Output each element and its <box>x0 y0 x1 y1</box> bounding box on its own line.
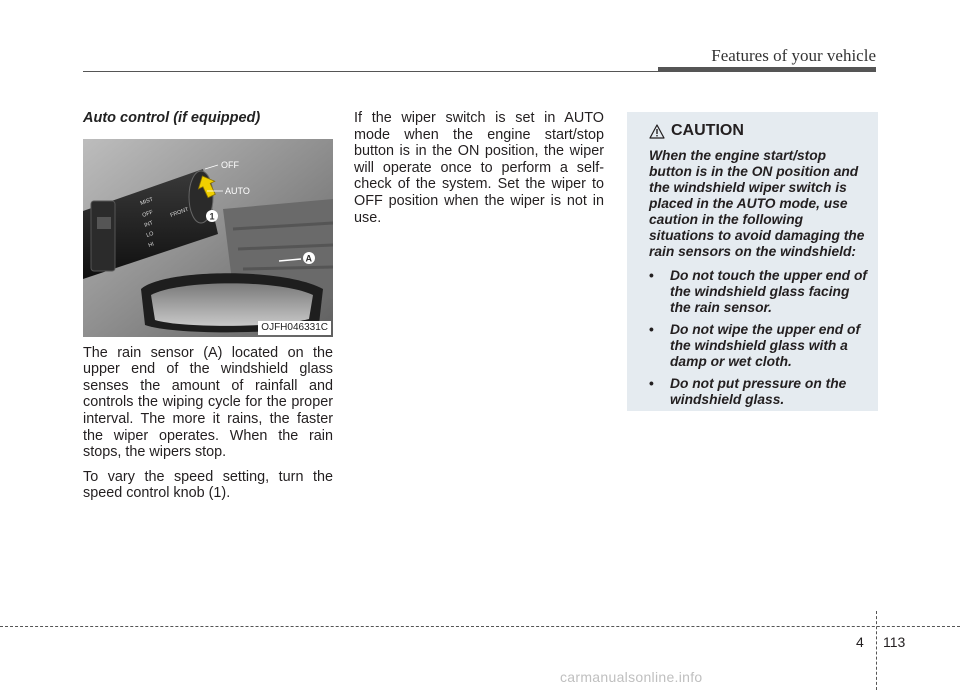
label-knob-1: 1 <box>209 211 215 222</box>
footer-vertical-rule <box>876 611 877 690</box>
left-column <box>83 110 333 510</box>
caution-title-row <box>649 122 868 140</box>
warning-triangle-icon <box>649 124 665 139</box>
caution-intro: When the engine start/stop button is in the ON position and the windshield wiper switch is placed in the AUTO mode, use caution in the following situations to avoid damaging the rain sensors on the windshield: <box>649 148 865 259</box>
caution-list <box>649 268 868 408</box>
caution-title: CAUTION <box>671 122 744 139</box>
page-number: 113 <box>883 634 906 650</box>
middle-column <box>354 110 604 234</box>
footer-rule <box>0 626 960 627</box>
switch-label-front: FRONT <box>169 206 190 219</box>
switch-label-int: INT <box>143 219 155 229</box>
watermark: carmanualsonline.info <box>560 669 703 685</box>
figure-code: OJFH046331C <box>258 321 331 335</box>
paragraph-rain-sensor: The rain sensor (A) located on the upper end of the windshield glass senses the amount of rainfall and controls the wiping cycle for the proper interval. The more it rains, the faster the wiper operates. When the rain stops, the wipers stop. <box>83 344 333 461</box>
paragraph-speed-setting: To vary the speed setting, turn the speed control knob (1). <box>83 468 333 502</box>
caution-item: • Do not touch the upper end of the windshield glass facing the rain sensor. <box>649 268 868 316</box>
label-auto: AUTO <box>225 185 250 196</box>
label-off: OFF <box>221 159 239 170</box>
switch-label-off: OFF <box>141 209 155 219</box>
label-sensor-a: A <box>305 253 312 264</box>
header-title: Features of your vehicle <box>711 46 876 65</box>
wiper-illustration <box>83 139 333 337</box>
caution-item: • Do not put pressure on the windshield glass. <box>649 376 868 408</box>
caution-box <box>627 112 878 411</box>
page-chapter: 4 <box>856 634 864 650</box>
switch-label-mist: MIST <box>139 196 155 207</box>
caution-item: • Do not wipe the upper end of the windshield glass with a damp or wet cloth. <box>649 322 868 370</box>
wiper-figure <box>83 139 333 337</box>
section-heading: Auto control (if equipped) <box>83 110 261 126</box>
paragraph-auto-self-check: If the wiper switch is set in AUTO mode when the engine start/stop button is in the ON position, the wiper will operate once to perform a self-check of the system. Set the wiper to OFF position when the wiper is not in use. <box>354 110 604 226</box>
switch-label-lo: LO <box>145 230 155 239</box>
switch-label-hi: HI <box>147 240 155 249</box>
header-rule-thick <box>658 67 876 72</box>
